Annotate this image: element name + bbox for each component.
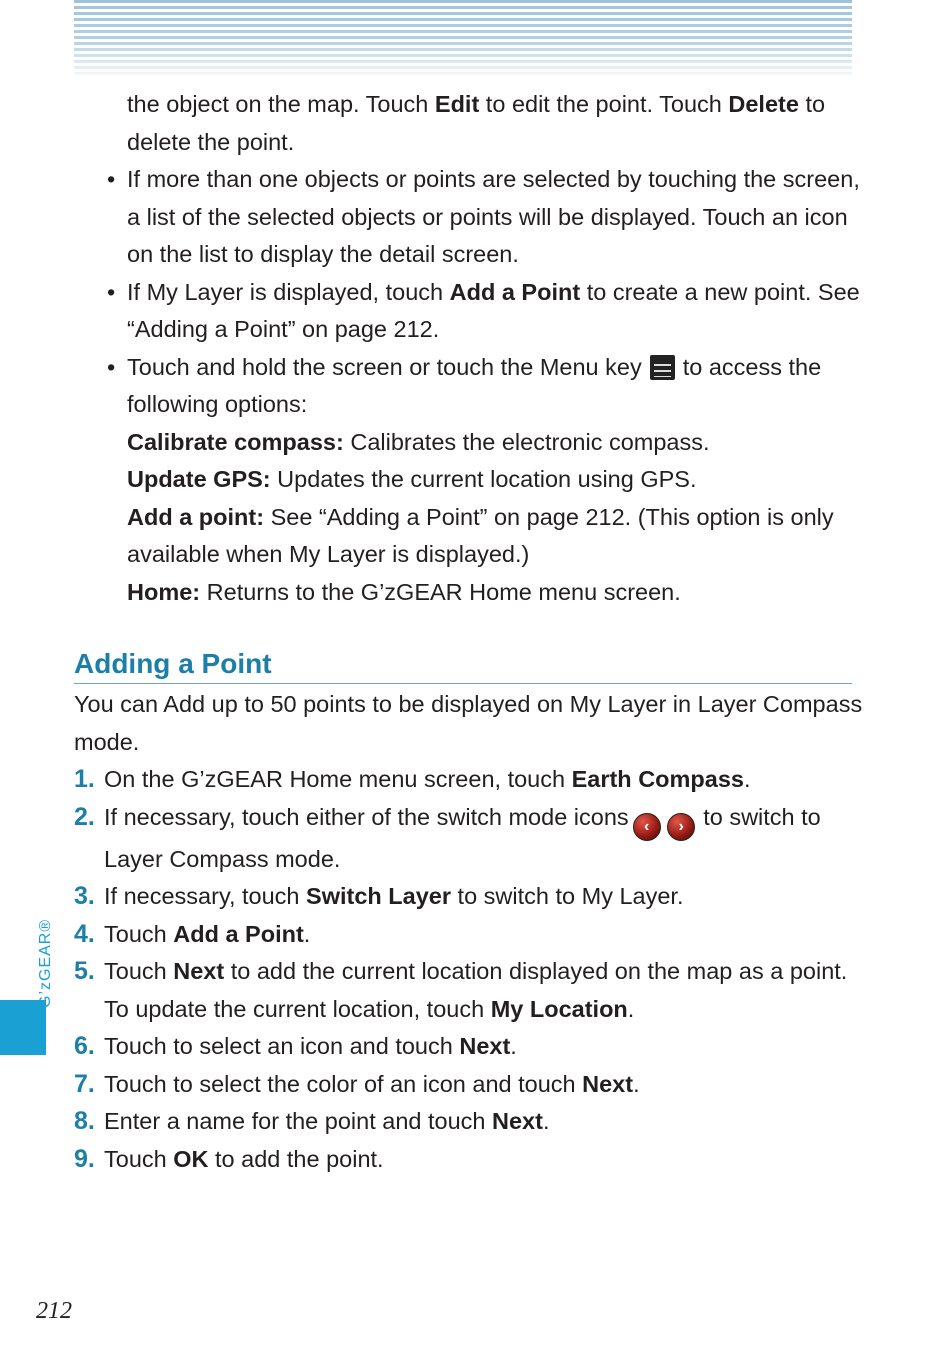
option-calibrate: Calibrate compass: Calibrates the electronic compass. xyxy=(127,428,710,455)
intro-paragraph: the object on the map. Touch Edit to edit the point. Touch Delete to delete the point. xyxy=(127,91,826,155)
option-add-point: Add a point: See “Adding a Point” on page 212. (This option is only available when My Layer is displayed.) xyxy=(127,503,834,567)
step-item: 5. Touch Next to add the current location displayed on the map as a point. To update the current location, touch My Location. xyxy=(74,957,848,1022)
menu-key-icon xyxy=(650,355,675,380)
section-heading: Adding a Point xyxy=(74,645,852,684)
step-item: 9. Touch OK to add the point. xyxy=(74,1144,384,1173)
step-item: 6. Touch to select an icon and touch Next. xyxy=(74,1032,517,1060)
section-intro: You can Add up to 50 points to be displayed on My Layer in Layer Compass mode. xyxy=(74,691,863,755)
switch-right-icon: › xyxy=(667,813,695,841)
switch-left-icon: ‹ xyxy=(633,813,661,841)
header-fade xyxy=(74,0,852,76)
bullet-item: • Touch and hold the screen or touch the Menu key to access the following options: xyxy=(107,353,822,417)
side-tab xyxy=(0,1000,46,1055)
step-item: 1. On the G’zGEAR Home menu screen, touch Earth Compass. xyxy=(74,765,751,793)
step-item: 4. Touch Add a Point. xyxy=(74,919,311,948)
step-item: 8. Enter a name for the point and touch Next. xyxy=(74,1107,550,1135)
bullet-item: • If more than one objects or points are selected by touching the screen, a list of the selected objects or points will be displayed. Touch an icon on the list to display the detail screen. xyxy=(107,166,860,267)
page-content xyxy=(74,86,864,1178)
step-item: 7. Touch to select the color of an icon and touch Next. xyxy=(74,1069,640,1098)
option-update-gps: Update GPS: Updates the current location using GPS. xyxy=(127,466,697,492)
bullet-item: • If My Layer is displayed, touch Add a Point to create a new point. See “Adding a Point” on page 212. xyxy=(107,278,860,342)
side-label: G’zGEAR® xyxy=(37,918,54,1008)
step-item: 3. If necessary, touch Switch Layer to switch to My Layer. xyxy=(74,882,684,910)
option-home: Home: Returns to the G’zGEAR Home menu screen. xyxy=(127,578,681,605)
step-item: 2. If necessary, touch either of the switch mode icons ‹ › to switch to Layer Compass mode. xyxy=(74,802,821,872)
page-number: 212 xyxy=(36,1298,72,1324)
